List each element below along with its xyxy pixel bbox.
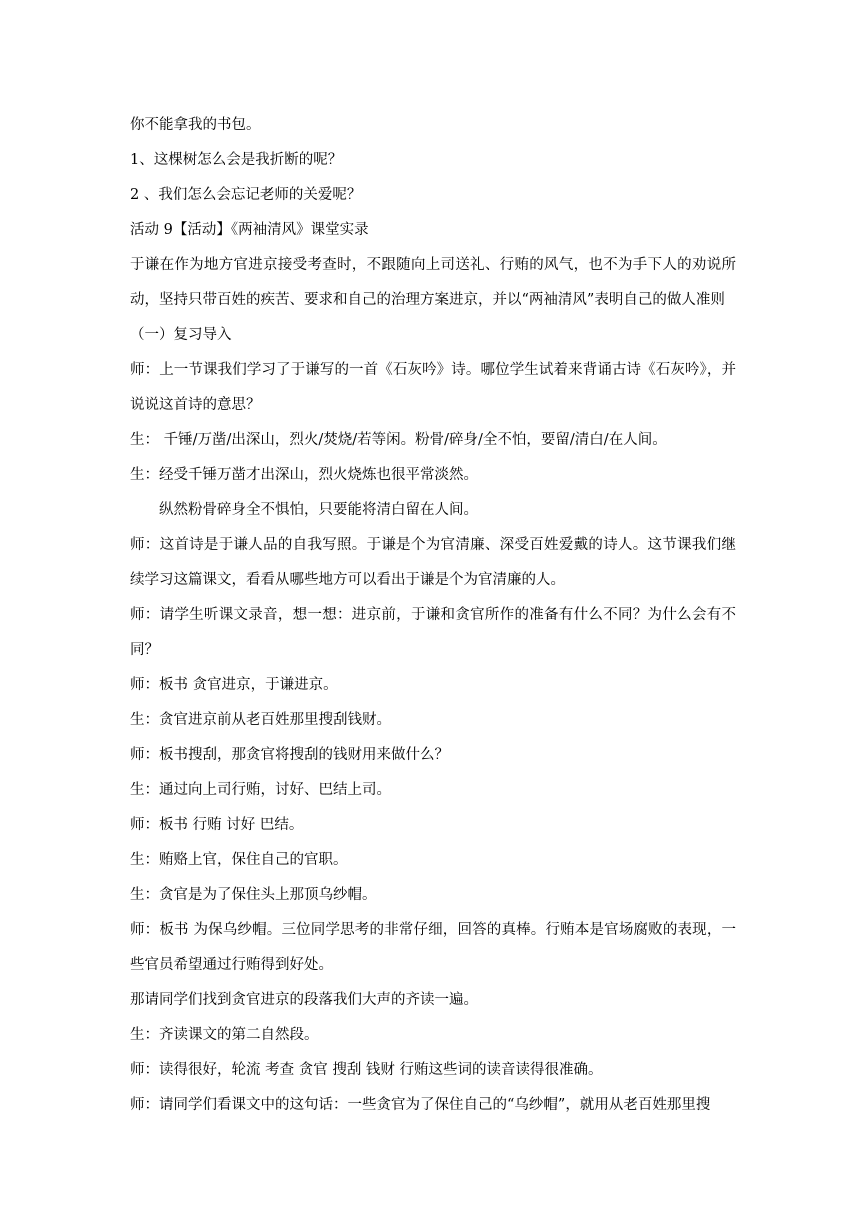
section-heading: （一）复习导入 <box>130 327 232 343</box>
text-line: 1、这棵树怎么会是我折断的呢？ <box>130 152 343 168</box>
document-page <box>130 108 736 1123</box>
text-line: 生：贪官是为了保住头上那顶乌纱帽。 <box>130 887 377 903</box>
section-heading: 活动 9【活动】《两袖清风》课堂实录 <box>130 222 369 238</box>
text-line: 那请同学们找到贪官进京的段落我们大声的齐读一遍。 <box>130 992 478 1008</box>
text-line: 生： 千锤/万凿/出深山，烈火/焚烧/若等闲。粉骨/碎身/全不怕，要留/清白/在人间。 <box>130 432 667 448</box>
text-line: 纵然粉骨碎身全不惧怕，只要能将清白留在人间。 <box>159 502 478 518</box>
text-line: 你不能拿我的书包。 <box>130 117 261 133</box>
text-line: 师：板书 贪官进京，于谦进京。 <box>130 677 338 693</box>
paragraph: 师：板书 为保乌纱帽。三位同学思考的非常仔细，回答的真棒。行贿本是官场腐败的表现，一些官员希望通过行贿得到好处。 <box>130 922 736 973</box>
text-line: 师：读得很好，轮流 考查 贪官 搜刮 钱财 行贿这些词的读音读得很准确。 <box>130 1062 603 1078</box>
paragraph: 师：这首诗是于谦人品的自我写照。于谦是个为官清廉、深受百姓爱戴的诗人。这节课我们继续学习这篇课文，看看从哪些地方可以看出于谦是个为官清廉的人。 <box>130 537 736 588</box>
text-line: 师：请同学们看课文中的这句话：一些贪官为了保住自己的“乌纱帽”，就用从老百姓那里搜 <box>130 1097 711 1113</box>
paragraph: 师：请学生听课文录音，想一想：进京前，于谦和贪官所作的准备有什么不同？为什么会有不同？ <box>130 607 736 658</box>
paragraph: 师：上一节课我们学习了于谦写的一首《石灰吟》诗。哪位学生试着来背诵古诗《石灰吟》，并说说这首诗的意思？ <box>130 362 736 413</box>
paragraph: 于谦在作为地方官进京接受考查时，不跟随向上司送礼、行贿的风气，也不为手下人的劝说所动，坚持只带百姓的疾苦、要求和自己的治理方案进京，并以“两袖清风”表明自己的做人准则 <box>130 257 736 308</box>
text-line: 师：板书 行贿 讨好 巴结。 <box>130 817 304 833</box>
text-line: 师：板书搜刮，那贪官将搜刮的钱财用来做什么？ <box>130 747 449 763</box>
text-line: 生：经受千锤万凿才出深山，烈火烧炼也很平常淡然。 <box>130 467 478 483</box>
text-line: 2 、我们怎么会忘记老师的关爱呢？ <box>130 187 362 203</box>
text-line: 生：通过向上司行贿，讨好、巴结上司。 <box>130 782 391 798</box>
text-line: 生：贿赂上官，保住自己的官职。 <box>130 852 348 868</box>
text-line: 生：贪官进京前从老百姓那里搜刮钱财。 <box>130 712 391 728</box>
text-line: 生：齐读课文的第二自然段。 <box>130 1027 319 1043</box>
